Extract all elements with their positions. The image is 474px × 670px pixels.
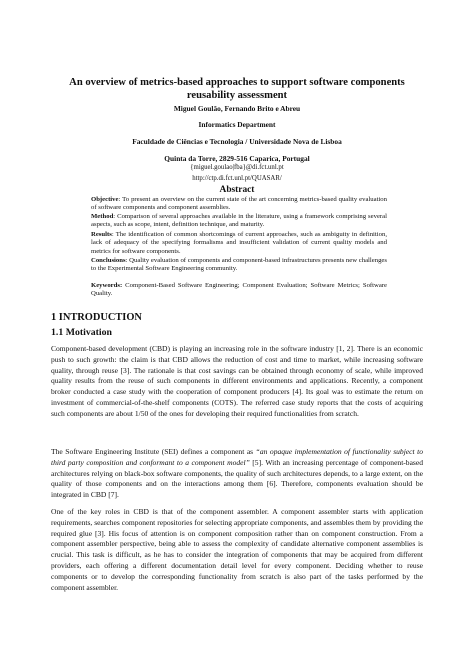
conclusions-text: : Quality evaluation of components and component-based infrastructures presents new challenges to the Experimental Software Engineering community. [91, 257, 387, 273]
method-text: : Comparison of several approaches available in the literature, using a framework comprising several aspects, such as scope, intent, definition technique, and maturity. [91, 213, 387, 229]
abstract-results [91, 231, 387, 256]
section-heading: 1 INTRODUCTION [51, 312, 142, 323]
results-text: : The identification of common shortcomings of current approaches, such as ambiguity in definition, lack of adequacy of the specifying formalisms and insufficient validation of current quality models and metrics for software components. [91, 231, 387, 255]
body-paragraph-1: Component-based development (CBD) is playing an increasing role in the software industry [1, 2]. There is an economic push to such growth: the claim is that CBD allows the reduction of cost and time to market, while increasing software quality, through reuse [3]. The rationale is that cost savings can be obtained through economy of scale, while improved quality results from the reuse of such components in different environments and applications. Recently, a component broker conducted a case study with the cooperation of component producers [4]. Its goal was to estimate the return on investment of commercial-of-the-shelf components (COTS). The referred case study reports that the costs of acquiring such components are about 1/50 of the ones for developing their required functionalities from scratch. [51, 344, 423, 418]
results-label: Results [91, 231, 112, 238]
p2-quote: “an opaque implementation of functionality subject to third party composition and conformant to a component model” [51, 447, 423, 467]
abstract-method [91, 213, 387, 230]
department: Informatics Department [198, 120, 276, 129]
project-url: http://ctp.di.fct.unl.pt/QUASAR/ [192, 175, 282, 182]
author-email: {miguel.goulao|fba}@di.fct.unl.pt [190, 164, 284, 171]
abstract-objective [91, 196, 387, 213]
address: Quinta da Torre, 2829-516 Caparica, Portugal [164, 154, 310, 163]
faculty: Faculdade de Ciências e Tecnologia / Universidade Nova de Lisboa [132, 137, 342, 146]
conclusions-label: Conclusions [91, 257, 126, 264]
authors: Miguel Goulão, Fernando Brito e Abreu [173, 104, 301, 113]
p2-before: The Software Engineering Institute (SEI) defines a component as [51, 447, 256, 456]
abstract-conclusions [91, 257, 387, 274]
keywords-label: Keywords: [91, 282, 123, 289]
objective-text: : To present an overview on the current state of the art concerning metrics-based quality evaluation of software components and component assemblies. [91, 196, 387, 212]
subsection-heading: 1.1 Motivation [51, 327, 112, 338]
abstract-heading: Abstract [219, 185, 255, 195]
body-paragraph-2 [51, 447, 423, 501]
method-label: Method [91, 213, 114, 220]
p2-after: [5]. With an increasing percentage of component-based architectures relying on black-box software components, the quality of such architectures depends, to a large extent, on the quality of those components and on the interactions among them [6]. Therefore, components evaluation should be integrated in CBD [7]. [51, 457, 423, 500]
body-paragraph-3: One of the key roles in CBD is that of the component assembler. A component assembler starts with application requirements, searches component repositories for selecting appropriate components, and assembles them by providing the required glue [3]. His focus of attention is on component composition rather than on component construction. From a component assembler perspective, being able to assess the complexity of candidate alternative component assemblies is crucial. This task is difficult, as he has to consider the integration of components that may be acquired from different providers, each offering a different documentation detail level for every component. Deciding whether to reuse components or to develop the corresponding functionality from scratch is also part of the tasks performed by the component assembler. [51, 507, 423, 592]
keywords [91, 282, 387, 299]
objective-label: Objective [91, 196, 119, 203]
keywords-text: Component-Based Software Engineering; Component Evaluation; Software Metrics; Software Quality. [91, 282, 387, 298]
paper-title: An overview of metrics-based approaches to support software components reusability assessment [69, 77, 405, 101]
